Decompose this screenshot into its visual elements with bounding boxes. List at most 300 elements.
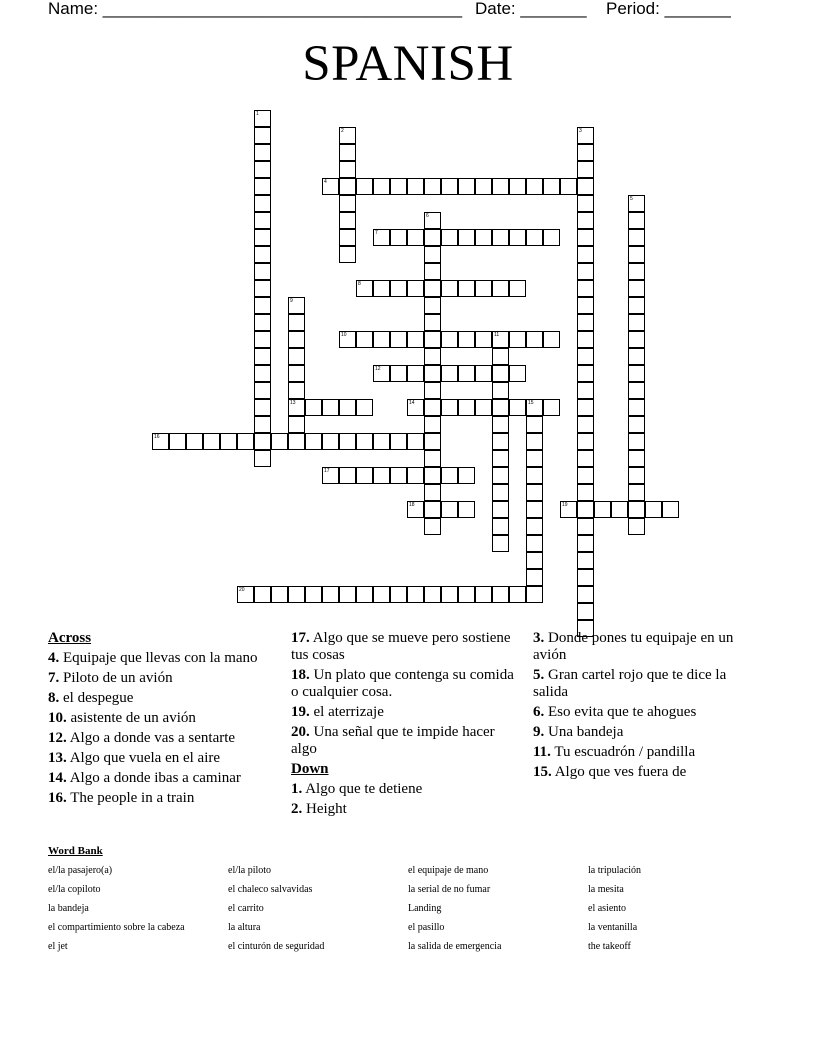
crossword-cell[interactable] <box>441 467 458 484</box>
crossword-cell[interactable] <box>475 365 492 382</box>
word-bank-item: la tripulación <box>588 865 642 876</box>
crossword-cell[interactable] <box>339 212 356 229</box>
crossword-cell[interactable] <box>254 331 271 348</box>
crossword-cell[interactable] <box>628 501 645 518</box>
clue-across-19: 19. el aterrizaje <box>291 704 384 720</box>
crossword-cell[interactable] <box>475 178 492 195</box>
crossword-cell[interactable] <box>407 433 424 450</box>
crossword-cell[interactable] <box>577 603 594 620</box>
crossword-cell[interactable] <box>492 280 509 297</box>
crossword-cell[interactable] <box>475 586 492 603</box>
crossword-cell[interactable] <box>407 399 424 416</box>
crossword-cell[interactable] <box>254 348 271 365</box>
crossword-cell[interactable] <box>288 433 305 450</box>
crossword-cell[interactable] <box>577 467 594 484</box>
crossword-cell[interactable] <box>577 518 594 535</box>
crossword-cell[interactable] <box>475 229 492 246</box>
crossword-cell[interactable] <box>339 433 356 450</box>
crossword-cell[interactable] <box>577 314 594 331</box>
crossword-cell[interactable] <box>509 178 526 195</box>
crossword-cell[interactable] <box>628 297 645 314</box>
crossword-cell[interactable] <box>475 280 492 297</box>
clue-down-5: 5. Gran cartel rojo que te dice la salida <box>533 667 727 700</box>
crossword-cell[interactable] <box>577 161 594 178</box>
crossword-cell[interactable] <box>628 263 645 280</box>
crossword-cell[interactable] <box>441 331 458 348</box>
crossword-cell[interactable] <box>424 331 441 348</box>
crossword-cell[interactable] <box>577 263 594 280</box>
crossword-cell[interactable] <box>390 586 407 603</box>
across-heading: Across <box>48 630 92 646</box>
crossword-cell[interactable] <box>492 484 509 501</box>
crossword-cell[interactable] <box>458 178 475 195</box>
crossword-cell[interactable] <box>373 331 390 348</box>
crossword-cell[interactable] <box>373 178 390 195</box>
crossword-cell[interactable] <box>577 195 594 212</box>
crossword-cell[interactable] <box>509 229 526 246</box>
crossword-cell[interactable] <box>373 433 390 450</box>
crossword-cell[interactable] <box>254 195 271 212</box>
crossword-cell[interactable] <box>356 280 373 297</box>
crossword-cell[interactable] <box>526 586 543 603</box>
crossword-cell[interactable] <box>577 348 594 365</box>
crossword-cell[interactable] <box>424 518 441 535</box>
crossword-cell[interactable] <box>577 178 594 195</box>
word-bank-item: la altura <box>228 922 261 933</box>
crossword-cell[interactable] <box>492 348 509 365</box>
crossword-cell[interactable] <box>288 365 305 382</box>
crossword-cell[interactable] <box>373 586 390 603</box>
crossword-cell[interactable] <box>577 127 594 144</box>
crossword-cell[interactable] <box>254 433 271 450</box>
crossword-cell[interactable] <box>628 314 645 331</box>
crossword-cell[interactable] <box>339 586 356 603</box>
crossword-cell[interactable] <box>458 399 475 416</box>
word-bank-item: la ventanilla <box>588 922 638 933</box>
crossword-cell[interactable] <box>424 484 441 501</box>
crossword-cell[interactable] <box>492 467 509 484</box>
crossword-cell[interactable] <box>628 212 645 229</box>
crossword-cell[interactable] <box>441 178 458 195</box>
crossword-cell[interactable] <box>577 382 594 399</box>
crossword-cell[interactable] <box>339 399 356 416</box>
crossword-cell[interactable] <box>254 365 271 382</box>
crossword-cell[interactable] <box>373 280 390 297</box>
crossword-cell[interactable] <box>254 586 271 603</box>
crossword-cell[interactable] <box>254 399 271 416</box>
crossword-cell[interactable] <box>492 382 509 399</box>
crossword-cell[interactable] <box>356 433 373 450</box>
crossword-cell[interactable] <box>458 229 475 246</box>
clue-number: 14 <box>409 400 415 406</box>
crossword-cell[interactable] <box>288 416 305 433</box>
word-bank-item: el compartimiento sobre la cabeza <box>48 922 185 933</box>
crossword-cell[interactable] <box>492 416 509 433</box>
crossword-cell[interactable] <box>577 552 594 569</box>
clue-across-13: 13. Algo que vuela en el aire <box>48 750 221 766</box>
clue-number: 20 <box>239 587 245 593</box>
crossword-cell[interactable] <box>254 229 271 246</box>
crossword-cell[interactable] <box>458 467 475 484</box>
crossword-cell[interactable] <box>424 229 441 246</box>
crossword-cell[interactable] <box>560 178 577 195</box>
crossword-cell[interactable] <box>339 467 356 484</box>
crossword-cell[interactable] <box>339 195 356 212</box>
crossword-cell[interactable] <box>492 535 509 552</box>
crossword-cell[interactable] <box>424 382 441 399</box>
crossword-cell[interactable] <box>339 246 356 263</box>
crossword-cell[interactable] <box>577 399 594 416</box>
word-bank-title: Word Bank <box>48 845 103 857</box>
crossword-cell[interactable] <box>152 433 169 450</box>
crossword-cell[interactable] <box>424 280 441 297</box>
crossword-cell[interactable] <box>288 314 305 331</box>
crossword-cell[interactable] <box>407 229 424 246</box>
crossword-cell[interactable] <box>458 586 475 603</box>
crossword-cell[interactable] <box>492 518 509 535</box>
crossword-cell[interactable] <box>560 501 577 518</box>
crossword-cell[interactable] <box>424 501 441 518</box>
crossword-cell[interactable] <box>577 212 594 229</box>
crossword-cell[interactable] <box>339 144 356 161</box>
crossword-cell[interactable] <box>475 331 492 348</box>
clue-across-16: 16. The people in a train <box>48 790 195 806</box>
crossword-cell[interactable] <box>662 501 679 518</box>
crossword-cell[interactable] <box>424 450 441 467</box>
crossword-cell[interactable] <box>339 229 356 246</box>
crossword-cell[interactable] <box>526 399 543 416</box>
crossword-cell[interactable] <box>577 144 594 161</box>
crossword-cell[interactable] <box>339 331 356 348</box>
crossword-cell[interactable] <box>237 433 254 450</box>
crossword-cell[interactable] <box>390 178 407 195</box>
crossword-cell[interactable] <box>424 297 441 314</box>
clue-across-12: 12. Algo a donde vas a sentarte <box>48 730 236 746</box>
down-heading: Down <box>291 761 329 777</box>
crossword-cell[interactable] <box>577 280 594 297</box>
crossword-cell[interactable] <box>441 229 458 246</box>
crossword-cell[interactable] <box>390 365 407 382</box>
crossword-cell[interactable] <box>441 586 458 603</box>
crossword-cell[interactable] <box>288 586 305 603</box>
clues-col-2 <box>291 630 516 821</box>
clue-number: 5 <box>630 196 633 202</box>
crossword-cell[interactable] <box>526 518 543 535</box>
crossword-cell[interactable] <box>390 229 407 246</box>
crossword-cell[interactable] <box>577 433 594 450</box>
crossword-cell[interactable] <box>492 586 509 603</box>
crossword-cell[interactable] <box>628 331 645 348</box>
crossword-cell[interactable] <box>424 433 441 450</box>
clues-col-1 <box>48 630 278 810</box>
crossword-cell[interactable] <box>441 501 458 518</box>
crossword-cell[interactable] <box>543 178 560 195</box>
crossword-cell[interactable] <box>254 110 271 127</box>
crossword-cell[interactable] <box>254 297 271 314</box>
crossword-cell[interactable] <box>441 280 458 297</box>
crossword-cell[interactable] <box>577 297 594 314</box>
crossword-cell[interactable] <box>441 399 458 416</box>
crossword-cell[interactable] <box>526 484 543 501</box>
crossword-cell[interactable] <box>577 501 594 518</box>
crossword-cell[interactable] <box>577 569 594 586</box>
crossword-cell[interactable] <box>407 467 424 484</box>
crossword-cell[interactable] <box>526 501 543 518</box>
word-bank-item: el jet <box>48 941 68 952</box>
clue-number: 3 <box>579 128 582 134</box>
date-field[interactable]: Date: _______ <box>475 0 587 18</box>
clue-number: 7 <box>375 230 378 236</box>
crossword-cell[interactable] <box>288 399 305 416</box>
crossword-cell[interactable] <box>628 195 645 212</box>
crossword-cell[interactable] <box>492 501 509 518</box>
crossword-cell[interactable] <box>509 365 526 382</box>
name-field[interactable]: Name: ______________________________________ <box>48 0 463 18</box>
crossword-cell[interactable] <box>577 365 594 382</box>
clue-number: 13 <box>290 400 296 406</box>
clue-number: 2 <box>341 128 344 134</box>
crossword-cell[interactable] <box>254 450 271 467</box>
crossword-cell[interactable] <box>628 467 645 484</box>
crossword-cell[interactable] <box>611 501 628 518</box>
clue-number: 12 <box>375 366 381 372</box>
crossword-cell[interactable] <box>254 212 271 229</box>
crossword-cell[interactable] <box>628 450 645 467</box>
crossword-cell[interactable] <box>390 467 407 484</box>
crossword-cell[interactable] <box>271 586 288 603</box>
crossword-cell[interactable] <box>492 365 509 382</box>
word-bank-item: el pasillo <box>408 922 445 933</box>
clue-across-18: 18. Un plato que contenga su comida o cualquier cosa. <box>291 667 514 700</box>
crossword-cell[interactable] <box>322 433 339 450</box>
crossword-cell[interactable] <box>254 314 271 331</box>
crossword-cell[interactable] <box>543 399 560 416</box>
crossword-cell[interactable] <box>628 433 645 450</box>
crossword-cell[interactable] <box>254 416 271 433</box>
crossword-cell[interactable] <box>254 280 271 297</box>
word-bank-item: the takeoff <box>588 941 631 952</box>
crossword-cell[interactable] <box>577 586 594 603</box>
clue-number: 18 <box>409 502 415 508</box>
crossword-cell[interactable] <box>628 484 645 501</box>
crossword-cell[interactable] <box>526 467 543 484</box>
crossword-cell[interactable] <box>509 280 526 297</box>
clue-number: 11 <box>494 332 500 338</box>
crossword-cell[interactable] <box>594 501 611 518</box>
crossword-cell[interactable] <box>390 280 407 297</box>
crossword-cell[interactable] <box>577 535 594 552</box>
page-title: SPANISH <box>302 36 514 92</box>
crossword-cell[interactable] <box>577 246 594 263</box>
word-bank-item: el/la copiloto <box>48 884 101 895</box>
crossword-cell[interactable] <box>186 433 203 450</box>
clue-down-6: 6. Eso evita que te ahogues <box>533 704 697 720</box>
clue-down-15: 15. Algo que ves fuera de <box>533 764 687 780</box>
crossword-cell[interactable] <box>322 399 339 416</box>
crossword-cell[interactable] <box>424 212 441 229</box>
crossword-cell[interactable] <box>254 263 271 280</box>
crossword-cell[interactable] <box>526 331 543 348</box>
crossword-cell[interactable] <box>526 450 543 467</box>
clue-number: 15 <box>528 400 534 406</box>
crossword-cell[interactable] <box>356 467 373 484</box>
crossword-cell[interactable] <box>288 348 305 365</box>
crossword-cell[interactable] <box>424 314 441 331</box>
clue-down-11: 11. Tu escuadrón / pandilla <box>533 744 696 760</box>
crossword-cell[interactable] <box>407 178 424 195</box>
word-bank-item: Landing <box>408 903 442 914</box>
crossword-cell[interactable] <box>458 365 475 382</box>
crossword-cell[interactable] <box>577 331 594 348</box>
crossword-cell[interactable] <box>390 433 407 450</box>
clue-number: 6 <box>426 213 429 219</box>
crossword-cell[interactable] <box>424 178 441 195</box>
crossword-cell[interactable] <box>628 348 645 365</box>
crossword-cell[interactable] <box>424 416 441 433</box>
crossword-cell[interactable] <box>169 433 186 450</box>
crossword-cell[interactable] <box>424 263 441 280</box>
crossword-cell[interactable] <box>458 331 475 348</box>
word-bank-item: la mesita <box>588 884 624 895</box>
crossword-cell[interactable] <box>577 484 594 501</box>
clue-across-10: 10. asistente de un avión <box>48 710 196 726</box>
crossword-cell[interactable] <box>288 331 305 348</box>
crossword-cell[interactable] <box>628 416 645 433</box>
crossword-cell[interactable] <box>373 229 390 246</box>
crossword-cell[interactable] <box>628 365 645 382</box>
crossword-cell[interactable] <box>526 178 543 195</box>
word-bank-item: la salida de emergencia <box>408 941 502 952</box>
crossword-cell[interactable] <box>424 467 441 484</box>
crossword-cell[interactable] <box>526 229 543 246</box>
crossword-cell[interactable] <box>237 586 254 603</box>
clue-across-17: 17. Algo que se mueve pero sostiene tus cosas <box>291 630 511 663</box>
crossword-cell[interactable] <box>458 501 475 518</box>
crossword-cell[interactable] <box>509 586 526 603</box>
crossword-cell[interactable] <box>254 144 271 161</box>
crossword-cell[interactable] <box>577 416 594 433</box>
word-bank-item: la serial de no fumar <box>408 884 491 895</box>
crossword-cell[interactable] <box>254 161 271 178</box>
crossword-cell[interactable] <box>356 178 373 195</box>
clue-across-20: 20. Una señal que te impide hacer algo <box>291 724 495 757</box>
clue-number: 10 <box>341 332 347 338</box>
crossword-cell[interactable] <box>407 586 424 603</box>
crossword-cell[interactable] <box>492 229 509 246</box>
crossword-cell[interactable] <box>339 178 356 195</box>
crossword-cell[interactable] <box>373 467 390 484</box>
crossword-cell[interactable] <box>526 535 543 552</box>
crossword-cell[interactable] <box>526 552 543 569</box>
crossword-cell[interactable] <box>424 586 441 603</box>
crossword-cell[interactable] <box>339 127 356 144</box>
crossword-cell[interactable] <box>203 433 220 450</box>
crossword-cell[interactable] <box>543 229 560 246</box>
crossword-cell[interactable] <box>526 416 543 433</box>
crossword-cell[interactable] <box>526 569 543 586</box>
crossword-cell[interactable] <box>628 246 645 263</box>
crossword-cell[interactable] <box>305 433 322 450</box>
clue-number: 8 <box>358 281 361 287</box>
crossword-cell[interactable] <box>628 382 645 399</box>
crossword-cell[interactable] <box>407 365 424 382</box>
crossword-cell[interactable] <box>543 331 560 348</box>
crossword-cell[interactable] <box>492 178 509 195</box>
word-bank-item: el asiento <box>588 903 627 914</box>
clues-col-3 <box>533 630 763 784</box>
crossword-cell[interactable] <box>628 229 645 246</box>
crossword-cell[interactable] <box>407 501 424 518</box>
crossword-cell[interactable] <box>628 399 645 416</box>
crossword-cell[interactable] <box>424 365 441 382</box>
crossword-cell[interactable] <box>645 501 662 518</box>
crossword-cell[interactable] <box>424 246 441 263</box>
crossword-cell[interactable] <box>424 348 441 365</box>
crossword-cell[interactable] <box>322 178 339 195</box>
crossword-cell[interactable] <box>288 382 305 399</box>
crossword-cell[interactable] <box>356 399 373 416</box>
crossword-cell[interactable] <box>577 450 594 467</box>
word-bank-item: el/la piloto <box>228 865 272 876</box>
crossword-cell[interactable] <box>424 399 441 416</box>
crossword-cell[interactable] <box>577 229 594 246</box>
word-bank-item: el equipaje de mano <box>408 865 489 876</box>
clue-across-7: 7. Piloto de un avión <box>48 670 173 686</box>
crossword-cell[interactable] <box>254 246 271 263</box>
crossword-cell[interactable] <box>254 382 271 399</box>
crossword-cell[interactable] <box>254 127 271 144</box>
word-bank-item: el/la pasajero(a) <box>48 865 113 876</box>
crossword-cell[interactable] <box>356 586 373 603</box>
crossword-cell[interactable] <box>509 399 526 416</box>
word-bank-item: el carrito <box>228 903 264 914</box>
crossword-cell[interactable] <box>628 518 645 535</box>
crossword-cell[interactable] <box>492 331 509 348</box>
clue-across-14: 14. Algo a donde ibas a caminar <box>48 770 241 786</box>
crossword-cell[interactable] <box>458 280 475 297</box>
crossword-cell[interactable] <box>526 433 543 450</box>
word-bank-item: el chaleco salvavidas <box>228 884 313 895</box>
crossword-cell[interactable] <box>322 467 339 484</box>
crossword-cell[interactable] <box>441 365 458 382</box>
crossword-cell[interactable] <box>492 399 509 416</box>
clue-across-8: 8. el despegue <box>48 690 134 706</box>
clue-number: 9 <box>290 298 293 304</box>
crossword-cell[interactable] <box>390 331 407 348</box>
crossword-cell[interactable] <box>339 161 356 178</box>
clue-down-2: 2. Height <box>291 801 347 817</box>
clue-number: 17 <box>324 468 330 474</box>
crossword-cell[interactable] <box>254 178 271 195</box>
crossword-cell[interactable] <box>407 331 424 348</box>
crossword-cell[interactable] <box>407 280 424 297</box>
crossword-cell[interactable] <box>509 331 526 348</box>
crossword-cell[interactable] <box>475 399 492 416</box>
crossword-cell[interactable] <box>305 586 322 603</box>
crossword-cell[interactable] <box>373 365 390 382</box>
crossword-cell[interactable] <box>628 280 645 297</box>
crossword-cell[interactable] <box>322 586 339 603</box>
crossword-cell[interactable] <box>288 297 305 314</box>
clue-number: 1 <box>256 111 259 117</box>
period-field[interactable]: Period: _______ <box>606 0 731 18</box>
crossword-cell[interactable] <box>305 399 322 416</box>
crossword-cell[interactable] <box>220 433 237 450</box>
crossword-cell[interactable] <box>492 450 509 467</box>
crossword-cell[interactable] <box>271 433 288 450</box>
crossword-cell[interactable] <box>492 433 509 450</box>
crossword-cell[interactable] <box>356 331 373 348</box>
